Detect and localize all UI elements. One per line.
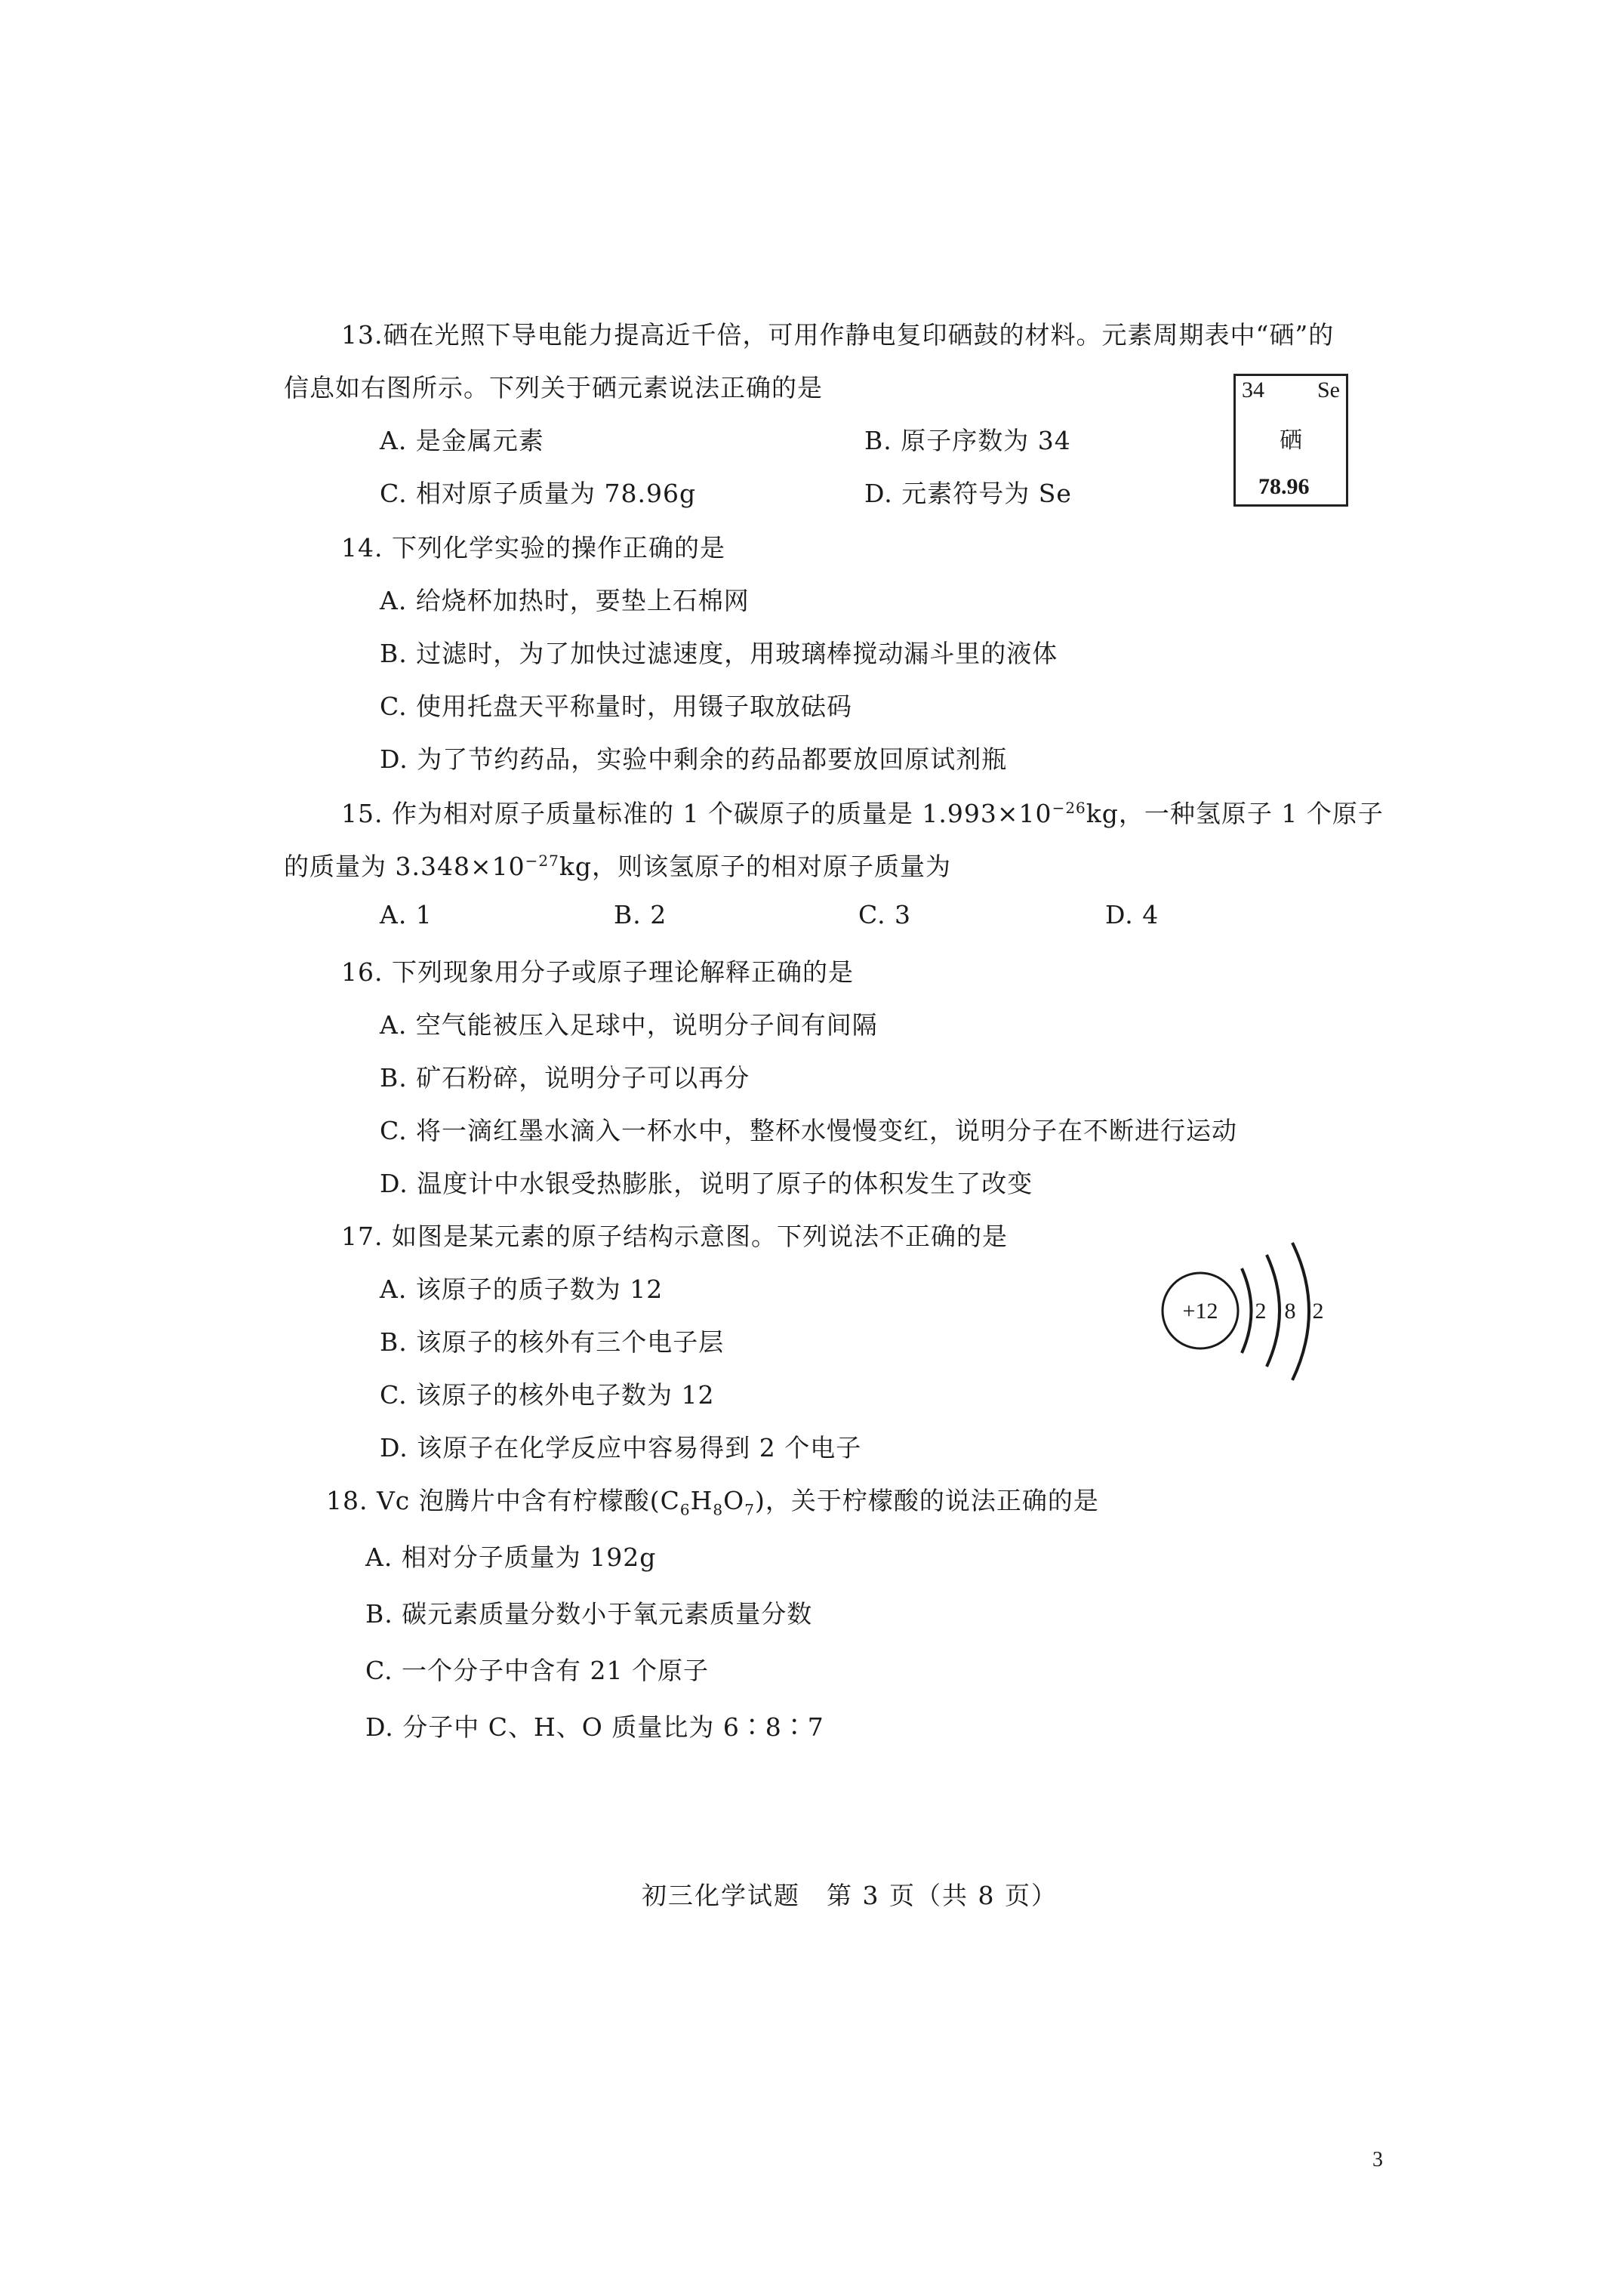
q17-option-d: D. 该原子在化学反应中容易得到 2 个电子 [380,1433,862,1462]
q15-line2-text-b: kg，则该氢原子的相对原子质量为 [559,852,951,881]
shell-1-electrons: 2 [1255,1299,1267,1324]
q18-sub-c: 6 [679,1500,691,1519]
q18-stem-o: O [723,1486,745,1515]
q13-option-c: C. 相对原子质量为 78.96g [380,479,697,508]
q17-option-a: A. 该原子的质子数为 12 [380,1274,664,1304]
q17-option-b: B. 该原子的核外有三个电子层 [380,1327,725,1357]
electron-shell-1 [1242,1268,1252,1353]
q18-option-c: C. 一个分子中含有 21 个原子 [365,1656,710,1685]
q15-line1-text-b: kg，一种氢原子 1 个原子 [1086,799,1384,828]
electron-shell-2 [1267,1255,1280,1367]
nucleus-charge: +12 [1182,1299,1218,1324]
q14-option-b: B. 过滤时，为了加快过滤速度，用玻璃棒搅动漏斗里的液体 [380,639,1058,668]
q18-option-a: A. 相对分子质量为 192g [365,1542,657,1572]
q15-option-c: C. 3 [858,900,912,929]
element-name: 硒 [1280,428,1302,453]
q13-stem-line2: 信息如右图所示。下列关于硒元素说法正确的是 [284,373,823,402]
q14-stem: 14. 下列化学实验的操作正确的是 [341,533,725,562]
q15-line2-text-a: 的质量为 3.348×10 [284,852,525,881]
q16-option-c: C. 将一滴红墨水滴入一杯水中，整杯水慢慢变红，说明分子在不断进行运动 [380,1116,1238,1145]
element-atomic-mass: 78.96 [1258,474,1310,499]
q15-line2-exponent: −27 [525,852,559,870]
page-number: 3 [1372,2148,1383,2171]
q15-option-a: A. 1 [380,900,433,929]
shell-3-electrons: 2 [1312,1299,1324,1324]
q16-option-b: B. 矿石粉碎，说明分子可以再分 [380,1063,750,1093]
q15-stem-line1 [341,794,1384,830]
q13-stem-line1: 13.硒在光照下导电能力提高近千倍，可用作静电复印硒鼓的材料。元素周期表中“硒”的 [341,320,1335,350]
element-symbol: Se [1317,378,1340,402]
q18-sub-h: 8 [713,1500,724,1519]
q18-option-b: B. 碳元素质量分数小于氧元素质量分数 [365,1599,813,1629]
q17-stem: 17. 如图是某元素的原子结构示意图。下列说法不正确的是 [341,1222,1008,1251]
q13-option-a: A. 是金属元素 [380,426,544,455]
q14-option-c: C. 使用托盘天平称量时，用镊子取放砝码 [380,692,853,721]
q14-option-d: D. 为了节约药品，实验中剩余的药品都要放回原试剂瓶 [380,744,1008,774]
q14-option-a: A. 给烧杯加热时，要垫上石棉网 [380,586,750,615]
element-atomic-number: 34 [1242,378,1264,402]
q18-option-d: D. 分子中 C、H、O 质量比为 6∶8∶7 [365,1712,824,1742]
shell-2-electrons: 8 [1284,1299,1296,1324]
q15-line1-exponent: −26 [1052,799,1086,817]
atomic-structure-diagram [1147,1238,1374,1404]
q15-option-b: B. 2 [614,900,667,929]
q16-option-a: A. 空气能被压入足球中，说明分子间有间隔 [380,1010,878,1040]
q18-stem-h: H [690,1486,713,1515]
q18-stem-text-a: 18. Vc 泡腾片中含有柠檬酸(C [326,1486,680,1515]
q15-stem-line2 [284,847,951,883]
page-footer: 初三化学试题 第 3 页（共 8 页） [642,1881,1058,1910]
selenium-element-card [1233,374,1348,507]
q16-option-d: D. 温度计中水银受热膨胀，说明了原子的体积发生了改变 [380,1169,1033,1198]
q16-stem: 16. 下列现象用分子或原子理论解释正确的是 [341,957,854,987]
q13-option-b: B. 原子序数为 34 [864,426,1071,455]
q18-sub-o: 7 [744,1500,755,1519]
q15-line1-text-a: 15. 作为相对原子质量标准的 1 个碳原子的质量是 1.993×10 [341,799,1052,828]
q13-option-d: D. 元素符号为 Se [864,479,1072,508]
q15-option-d: D. 4 [1105,900,1160,929]
q17-option-c: C. 该原子的核外电子数为 12 [380,1380,715,1410]
q18-stem [326,1481,1099,1519]
q18-stem-text-b: )，关于柠檬酸的说法正确的是 [754,1486,1099,1515]
